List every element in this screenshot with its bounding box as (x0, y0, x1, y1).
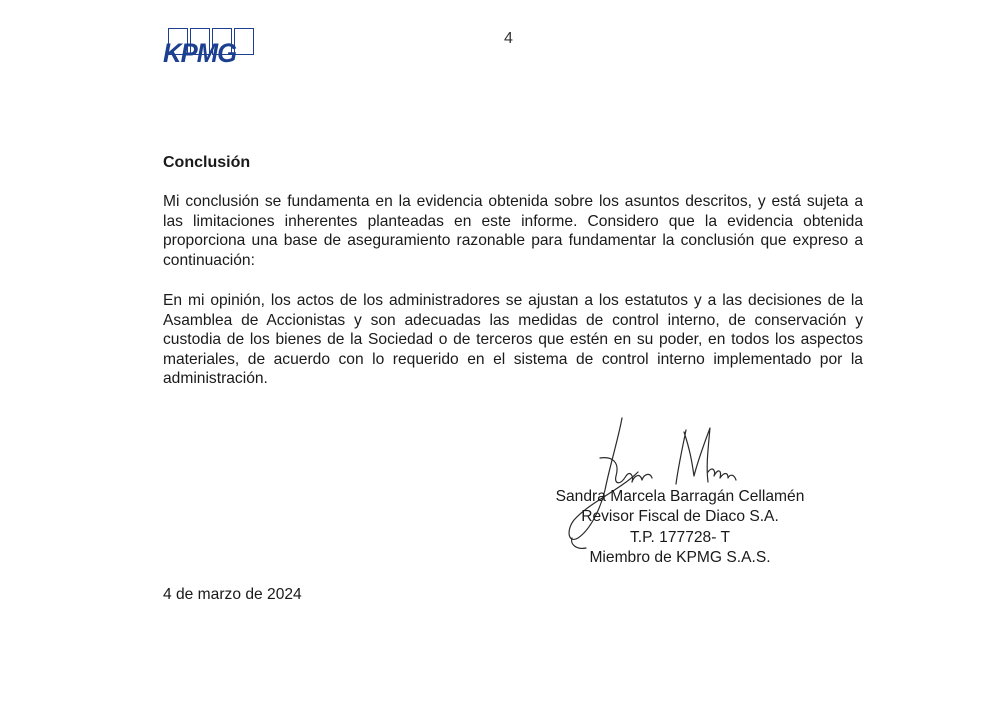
paragraph-opinion: En mi opinión, los actos de los administradores se ajustan a los estatutos y a las decisiones de la Asamblea de Accionistas y son adecuadas las medidas de control interno, de conservación y custodia de los bienes de la Sociedad o de terceros que estén en su poder, en todos los aspectos materiales, de acuerdo con lo requerido en el sistema de control interno implementado por la administración. (163, 292, 863, 388)
signature-block (530, 487, 830, 568)
page-number: 4 (504, 30, 513, 47)
signer-firm: Miembro de KPMG S.A.S. (589, 548, 771, 566)
paragraph-conclusion-basis: Mi conclusión se fundamenta en la evidencia obtenida sobre los asuntos descritos, y está sujeta a las limitaciones inherentes planteadas en este informe. Considero que la evidencia obtenida proporciona una base de aseguramiento razonable para fundamentar la conclusión que expreso a continuación: (163, 193, 863, 269)
signature-stroke (676, 428, 710, 484)
logo-box (234, 28, 254, 55)
kpmg-logo (163, 28, 256, 66)
section-heading: Conclusión (163, 154, 251, 171)
signer-name: Sandra Marcela Barragán Cellamén (555, 488, 805, 505)
document-date: 4 de marzo de 2024 (163, 586, 302, 603)
signer-title: Revisor Fiscal de Diaco S.A. (581, 508, 779, 526)
kpmg-logo-text: KPMG (163, 38, 237, 68)
signature-stroke (708, 469, 736, 480)
signer-license: T.P. 177728- T (630, 528, 730, 546)
